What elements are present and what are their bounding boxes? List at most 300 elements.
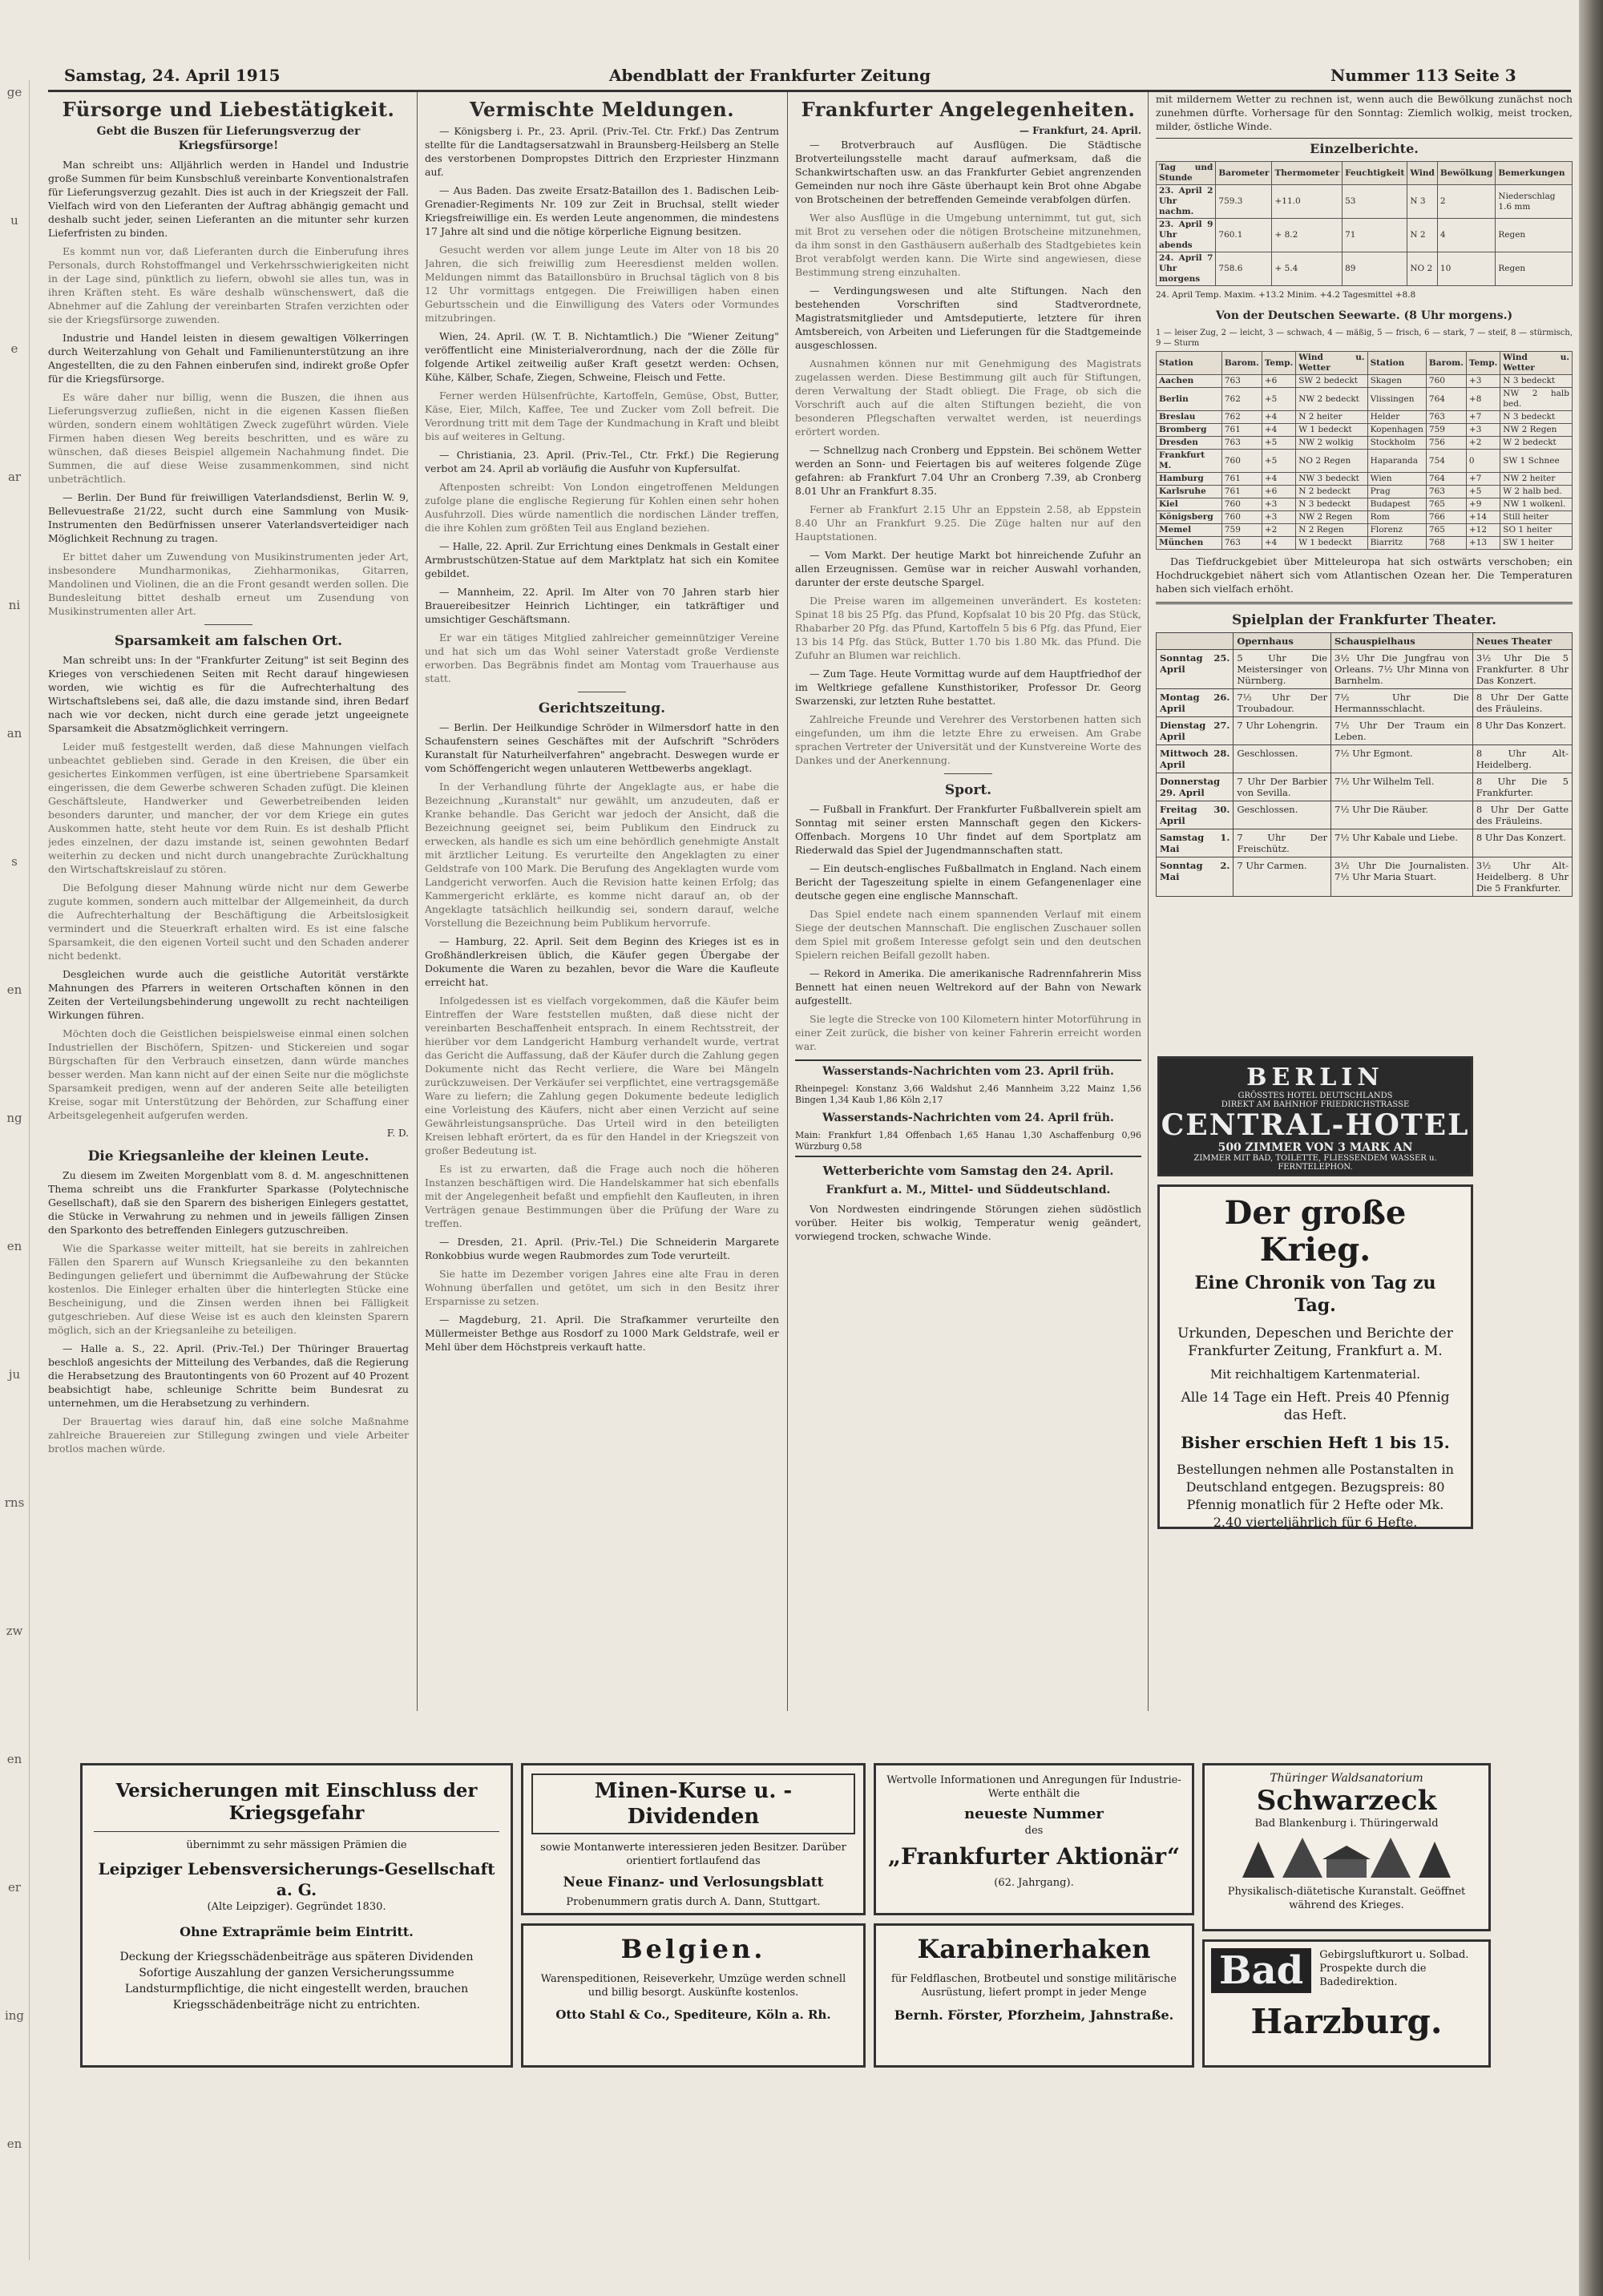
article-paragraph: — Schnellzug nach Cronberg und Eppstein. Bei schönem Wetter werden an Sonn- und Feiertagen bis auf weiteres folgende Züge gefahren: ab Frankfurt 7.04 Uhr an Cronberg 7.39, ab Cronberg 8.01 Uhr an Frankfurt 8.35. [795, 444, 1141, 497]
ad-insurance-note: Deckung der Kriegsschädenbeiträge aus späteren Dividenden [119, 1951, 474, 1963]
water-level-title-1: Wasserstands-Nachrichten vom 23. April früh. [822, 1065, 1114, 1078]
article-paragraph: — Rekord in Amerika. Die amerikanische Radrennfahrerin Miss Bennett hat einen neuen Weltrekord auf der Bahn von Newark aufgestellt. [795, 967, 1141, 1007]
article-paragraph: — Ein deutsch-englisches Fußballmatch in England. Nach einem Bericht der Tageszeitung spielte in einem Gefangenenlager eine deutsche gegen eine englische Mannschaft. [795, 862, 1141, 902]
headline-spielplan: Spielplan der Frankfurter Theater. [1232, 612, 1496, 628]
article-paragraph-filler: Gesucht werden vor allem junge Leute im Alter von 18 bis 20 Jahren, die sich freiwillig zum Heeresdienst melden wollen. Meldungen nimmt das Bataillonsbüro in Bruchsal täglich von 8 bis 12 Uhr vormittags entgegen. Die Freiwilligen haben einen Geburtsschein und die Einwilligung des Vaters oder Vormundes mitzubringen. [425, 244, 779, 324]
table-header-cell: Opernhaus [1234, 633, 1331, 650]
article-paragraph: — Aus Baden. Das zweite Ersatz-Bataillon des 1. Badischen Leib-Grenadier-Regiments Nr. 109 zur Zeit in Bruchsal, stellt wieder Kriegsfreiwillige ein. Es werden Leute angenommen, die mindestens 17 Jahre alt sind und die nötige körperliche Eignung besitzen. [425, 184, 779, 237]
table-cell: +5 [1262, 450, 1295, 473]
table-row [1157, 252, 1573, 286]
ad-schwarzeck-text: Physikalisch-diätetische Kuranstalt. Geöffnet während des Krieges. [1227, 1886, 1466, 1911]
table-cell: N 2 [1407, 219, 1438, 252]
article-paragraph: — Brotverbrauch auf Ausflügen. Die Städtische Brotverteilungsstelle macht darauf aufmerksam, daß die Schankwirtschaften usw. an das Frankfurter Gebiet angrenzenden Gemeinden nur noch ihre Gäste überhaupt kein Brot ohne Abgabe von Brotscheinen der betreffenden Gemeinde verabfolgen dürfen. [795, 139, 1141, 205]
table-cell: Sonntag 25. April [1157, 650, 1234, 689]
article-paragraph: Wien, 24. April. (W. T. B. Nichtamtlich.) Die "Wiener Zeitung" veröffentlicht eine Ministerialverordnung, nach der die Zölle für folgende Artikel zeitweilig außer Kraft gesetzt werden: Ochsen, Kühe, Kälber, Schafe, Ziegen, Schweine, Fleisch und Fette. [425, 330, 779, 383]
table-cell: 3½ Uhr Die 5 Frankfurter. 8 Uhr Das Konzert. [1472, 650, 1572, 689]
table-cell: 5 Uhr Die Meistersinger von Nürnberg. [1234, 650, 1331, 689]
table-cell: 53 [1343, 185, 1407, 219]
table-cell: 7½ Uhr Egmont. [1331, 745, 1473, 773]
table-cell: +2 [1466, 437, 1500, 450]
article-paragraph: — Hamburg, 22. April. Seit dem Beginn des Krieges ist es in Großhändlerkreisen üblich, die Käufer gegen Übergabe der Dokumente die Waren zu bezahlen, bevor die Ware die Kaufleute erreicht hat. [425, 935, 779, 988]
table-cell: +2 [1262, 524, 1295, 537]
table-cell: +11.0 [1272, 185, 1343, 219]
table-row [1157, 473, 1573, 486]
table-cell: +3 [1262, 511, 1295, 524]
table-cell: NW 1 wolkenl. [1500, 498, 1573, 511]
table-cell: 765 [1426, 524, 1466, 537]
table-cell: NW 2 Regen [1500, 424, 1573, 437]
table-cell: Berlin [1157, 388, 1222, 411]
table-cell: Regen [1496, 219, 1573, 252]
table-cell: NO 2 [1407, 252, 1438, 286]
theater-row [1157, 650, 1573, 689]
ad-belgien-text: Warenspeditionen, Reiseverkehr, Umzüge werden schnell und billig besorgt. Auskünfte kostenlos. [540, 1973, 846, 1999]
table-cell: +6 [1262, 375, 1295, 388]
heading-seewarte: Von der Deutschen Seewarte. (8 Uhr morgens.) [1215, 309, 1513, 322]
table-cell: + 8.2 [1272, 219, 1343, 252]
ad-insurance [80, 1763, 513, 2068]
table-cell: Florenz [1367, 524, 1426, 537]
theater-row [1157, 745, 1573, 773]
table-cell: 762 [1221, 411, 1262, 424]
theater-row [1157, 689, 1573, 717]
table-cell: +13 [1466, 537, 1500, 550]
ad-aktionaer-of: des [1024, 1825, 1044, 1837]
table-cell: 7½ Uhr Die Räuber. [1331, 801, 1473, 829]
table-cell: 766 [1426, 511, 1466, 524]
table-cell: 768 [1426, 537, 1466, 550]
table-row [1157, 219, 1573, 252]
table-header-cell: Barom. [1426, 352, 1466, 375]
ad-insurance-sub: übernimmt zu sehr mässigen Prämien die [186, 1839, 407, 1851]
column-3 [795, 92, 1141, 1715]
ad-insurance-note: Ohne Extraprämie beim Eintritt. [180, 1924, 414, 1939]
ad-der-grosse-krieg [1157, 1184, 1473, 1529]
local-weather-note: 24. April Temp. Maxim. +13.2 Minim. +4.2 Tagesmittel +8.8 [1156, 290, 1416, 300]
author-signature: F. D. [386, 1128, 409, 1139]
table-cell: 764 [1426, 388, 1466, 411]
masthead [48, 63, 1571, 92]
article-paragraph-filler: Ferner werden Hülsenfrüchte, Kartoffeln, Gemüse, Obst, Butter, Käse, Eier, Milch, Kaffee, Tee und Zucker vom Zoll befreit. Die Verordnung tritt mit dem Tage der Kundmachung in Kraft und bleibt bis auf weiteres in Geltung. [425, 389, 779, 442]
ad-schwarzeck-name: Schwarzeck [1256, 1785, 1437, 1817]
table-cell: Geschlossen. [1234, 801, 1331, 829]
table-row [1157, 437, 1573, 450]
ad-minen-paper: Neue Finanz- und Verlosungsblatt [563, 1874, 824, 1890]
table-cell: NW 3 bedeckt [1296, 473, 1367, 486]
gutter-fragment: ju [8, 1367, 21, 1382]
article-paragraph: Zu diesem im Zweiten Morgenblatt vom 8. d. M. angeschnittenen Thema schreibt uns die Frankfurter Sparkasse (Polytechnische Gesellschaft), daß sie den Sparern des bisherigen Einlegers gestattet, die Stücke in Verwahrung zu nehmen und in jeweils fälligen Zinsen den Sparkonto des betreffenden Einlegers gutzuschreiben. [48, 1169, 409, 1236]
table-cell: +7 [1466, 473, 1500, 486]
article-paragraph-filler: Das Spiel endete nach einem spannenden Verlauf mit einem Siege der deutschen Mannschaft. Die englischen Zuschauer sollen dem Spiel mit großem Interesse gefolgt sein und den deutschen Spielern reichen Beifall gezollt haben. [795, 908, 1141, 961]
gutter-fragment: rns [4, 1495, 25, 1510]
table-cell: 8 Uhr Alt-Heidelberg. [1472, 745, 1572, 773]
gutter-fragment: en [6, 2137, 22, 2151]
article-paragraph: Industrie und Handel leisten in diesem gewaltigen Völkerringen durch Weiterzahlung von Gehalt und Familienunterstützung an ihre Angestellten, die zu den Fahnen einberufen sind, indirekt große Opfer für die Kriegsfürsorge. [48, 332, 409, 385]
article-paragraph: Man schreibt uns: Alljährlich werden in Handel und Industrie große Summen für beim Kunsbschluß vereinbarte Konventionalstrafen für Lieferungsverzug gezahlt. Dies ist auch in der Kriegszeit der Fall. Vielfach wird von den Lieferanten der Auftrag abhängig gemacht und deshalb sucht jeder, seinen Lieferanten an die mitunter sehr kurzen Lieferfristen zu binden. [48, 159, 409, 239]
ad-schwarzeck [1202, 1763, 1491, 1931]
table-row [1157, 375, 1573, 388]
ad-insurance-company: Leipziger Lebensversicherungs-Gesellschaft a. G. [98, 1859, 495, 1899]
ad-karabinerhaken [874, 1923, 1194, 2068]
table-cell: Wien [1367, 473, 1426, 486]
table-cell: Kiel [1157, 498, 1222, 511]
article-paragraph-filler: Leider muß festgestellt werden, daß diese Mahnungen vielfach unbeachtet geblieben sind. Gerade in den Kreisen, die über ein gesichertes Einkommen verfügen, ist eine übertriebene Sparsamkeit eingerissen, die dem Gewerbe schweren Schaden zufügt. Die kleinen Geschäftsleute, Handwerker und Gewerbetreibenden leiden besonders darunter, und mancher, der vor dem Kriege ein gutes Auskommen hatte, steht heute vor dem Ruin. Es ist deshalb Pflicht jedes einzelnen, der dazu imstande ist, seinen gewohnten Bedarf weiterhin zu decken und nicht durch unangebrachte Zurückhaltung den Wirtschaftskreislauf zu stören. [48, 740, 409, 875]
table-cell: N 3 bedeckt [1296, 498, 1367, 511]
gutter-fragment: e [10, 341, 18, 356]
table-cell: 760 [1221, 450, 1262, 473]
ad-central-hotel [1157, 1056, 1473, 1176]
table-cell: 3½ Uhr Alt-Heidelberg. 8 Uhr Die 5 Frankfurter. [1472, 857, 1572, 897]
table-header-cell: Station [1367, 352, 1426, 375]
gutter-fragment: ge [6, 85, 22, 99]
dateline: — Frankfurt, 24. April. [1019, 125, 1141, 136]
table-cell: 759 [1221, 524, 1262, 537]
headline-frankfurter-angelegenheiten: Frankfurter Angelegenheiten. [801, 98, 1136, 121]
table-cell: +4 [1262, 537, 1295, 550]
ad-insurance-founded: (Alte Leipziger). Gegründet 1830. [207, 1901, 386, 1913]
article-paragraph: — Vom Markt. Der heutige Markt bot hinreichende Zufuhr an allen Erzeugnissen. Gemüse war in reicher Auswahl vorhanden, darunter der erste deutsche Spargel. [795, 549, 1141, 588]
ad-hotel-baths: ZIMMER MIT BAD, TOILETTE, FLIESSENDEM WASSER u. FERNTELEPHON. [1193, 1154, 1437, 1172]
table-cell: 761 [1221, 424, 1262, 437]
ad-hotel-line: GRÖSSTES HOTEL DEUTSCHLANDS [1238, 1092, 1393, 1100]
ad-aktionaer-title: „Frankfurter Aktionär“ [887, 1843, 1181, 1870]
table-cell: 10 [1437, 252, 1495, 286]
article-paragraph-filler: Wie die Sparkasse weiter mitteilt, hat sie bereits in zahlreichen Fällen den Sparern auf Wunsch Kriegsanleihe zu den bekannten Bedingungen geliefert und übernimmt die Aufbewahrung der Stücke kostenlos. Die Einleger erhalten über die hinterlegten Stücke eine Bescheinigung, und die Zinsen werden ihnen bei Fälligkeit gutgeschrieben. Auf diese Weise ist es auch den kleinsten Sparern möglich, sich an der Kriegsanleihe zu beteiligen. [48, 1242, 409, 1336]
weather-continuation: mit mildernem Wetter zu rechnen ist, wenn auch die Bewölkung zunächst noch zunehmen dürfte. Vorhersage für den Sonntag: Ziemlich wolkig, meist trocken, milder, östliche Winde. [1156, 93, 1573, 132]
masthead-date: Samstag, 24. April 1915 [64, 66, 281, 85]
table-row [1157, 537, 1573, 550]
table-cell: 758.6 [1216, 252, 1272, 286]
table-cell: 763 [1426, 411, 1466, 424]
gutter-fragment: an [6, 726, 22, 740]
ad-harzburg-name: Bad [1211, 1948, 1311, 1993]
gutter-fragment: s [11, 854, 18, 869]
article-paragraph-filler: Sie hatte im Dezember vorigen Jahres eine alte Frau in deren Wohnung überfallen und getötet, um sich in den Besitz ihrer Ersparnisse zu setzen. [425, 1268, 779, 1307]
table-cell: Aachen [1157, 375, 1222, 388]
table-cell: 760.1 [1216, 219, 1272, 252]
headline-fuersorge: Fürsorge und Liebestätigkeit. [62, 98, 395, 121]
table-cell: Karlsruhe [1157, 486, 1222, 498]
water-level-line: Rheinpegel: Konstanz 3,66 Waldshut 2,46 Mannheim 3,22 Mainz 1,56 Bingen 1,34 Kaub 1,86 Köln 2,17 [795, 1083, 1141, 1105]
gutter-fragment: en [6, 1752, 22, 1766]
table-cell: +6 [1262, 486, 1295, 498]
gutter-fragment: ing [4, 2008, 25, 2023]
article-paragraph: — Verdingungswesen und alte Stiftungen. Nach den bestehenden Vorschriften sind Stadtverordnete, Magistratsmitglieder und Amtsdeputierte, letztere für ihren Amtsbereich, von Arbeiten und Lieferungen für die Stadtgemeinde ausgeschlossen. [795, 284, 1141, 351]
table-cell: München [1157, 537, 1222, 550]
table-cell: N 2 Regen [1296, 524, 1367, 537]
table-cell: NW 2 halb bed. [1500, 388, 1573, 411]
table-row [1157, 486, 1573, 498]
headline-kriegsanleihe: Die Kriegsanleihe der kleinen Leute. [87, 1148, 369, 1164]
table-cell: 7½ Uhr Der Troubadour. [1234, 689, 1331, 717]
ad-bad-harzburg [1202, 1939, 1491, 2068]
table-cell: 7½ Uhr Wilhelm Tell. [1331, 773, 1473, 801]
table-cell: Vlissingen [1367, 388, 1426, 411]
article-paragraph-filler: Möchten doch die Geistlichen beispielsweise einmal einen solchen Industriellen der Bischöfern, Spitzen- und Stickereien und sogar Bürgschaften für den Verbrauch einsetzen, dann würde manches besser werden. Man kann nicht auf der einen Seite nur die möglichste Sparsamkeit predigen, wenn auf der anderen Seite alle beteiligten Kreise, sogar mit Unterstützung der Behörden, zur Schaffung einer Arbeitsgelegenheit aufgerufen werden. [48, 1027, 409, 1121]
headline-gerichtszeitung: Gerichtszeitung. [538, 700, 666, 716]
table-cell: NO 2 Regen [1296, 450, 1367, 473]
table-cell: Rom [1367, 511, 1426, 524]
water-level-box [795, 1059, 1141, 1157]
table-cell: SW 2 bedeckt [1296, 375, 1367, 388]
table-cell: W 2 halb bed. [1500, 486, 1573, 498]
theater-row [1157, 829, 1573, 857]
table-cell: 7 Uhr Carmen. [1234, 857, 1331, 897]
seewarte-legend: 1 — leiser Zug, 2 — leicht, 3 — schwach, 4 — mäßig, 5 — frisch, 6 — stark, 7 — steif, 8 — stürmisch, 9 — Sturm [1156, 329, 1573, 348]
ad-karabiner-title: Karabinerhaken [917, 1934, 1151, 1964]
table-cell: 762 [1221, 388, 1262, 411]
ad-minen-kurse [521, 1763, 866, 1915]
table-cell: 8 Uhr Das Konzert. [1472, 717, 1572, 745]
table-cell: Freitag 30. April [1157, 801, 1234, 829]
article-paragraph: — Mannheim, 22. April. Im Alter von 70 Jahren starb hier Brauereibesitzer Heinrich Lichtinger, ein tatkräftiger und umsichtiger Geschäftsmann. [425, 586, 779, 625]
article-paragraph: — Fußball in Frankfurt. Der Frankfurter Fußballverein spielt am Sonntag mit seiner ersten Mannschaft gegen den Kickers-Offenbach. Morgens 10 Uhr findet auf dem Sportplatz am Riederwald das Spiel der Jugendmannschaften statt. [795, 803, 1141, 856]
ad-krieg-line: Alle 14 Tage ein Heft. Preis 40 Pfennig das Heft. [1181, 1390, 1450, 1423]
headline-sport: Sport. [944, 782, 992, 798]
table-cell: NW 2 bedeckt [1296, 388, 1367, 411]
table-cell: 8 Uhr Der Gatte des Fräuleins. [1472, 689, 1572, 717]
table-cell: NW 2 heiter [1500, 473, 1573, 486]
table-cell: Biarritz [1367, 537, 1426, 550]
table-header-cell: Temp. [1262, 352, 1295, 375]
table-cell: Montag 26. April [1157, 689, 1234, 717]
table-cell: Budapest [1367, 498, 1426, 511]
table-cell: Breslau [1157, 411, 1222, 424]
ad-belgien [521, 1923, 866, 2068]
table-cell: Haparanda [1367, 450, 1426, 473]
ad-krieg-title: Der große Krieg. [1224, 1194, 1407, 1269]
theater-row [1157, 773, 1573, 801]
table-cell: +7 [1466, 411, 1500, 424]
table-header-cell [1157, 633, 1234, 650]
table-header-cell: Wind u. Wetter [1296, 352, 1367, 375]
article-paragraph: — Berlin. Der Heilkundige Schröder in Wilmersdorf hatte in den Schaufenstern seines Geschäftes mit der Aufschrift "Schröders Kuranstalt für Naturheilverfahren" angebracht. Deswegen wurde er vom Schöffengericht wegen unlauteren Wettbewerbs angeklagt. [425, 721, 779, 774]
ad-krieg-subtitle: Eine Chronik von Tag zu Tag. [1194, 1273, 1436, 1316]
ad-hotel-city: BERLIN [1246, 1063, 1384, 1092]
table-cell: 8 Uhr Der Gatte des Fräuleins. [1472, 801, 1572, 829]
table-row [1157, 524, 1573, 537]
article-paragraph: — Halle, 22. April. Zur Errichtung eines Denkmals in Gestalt einer Armbrustschützen-Statue auf dem Marktplatz hat sich ein Komitee gebildet. [425, 540, 779, 579]
ad-krieg-line: Urkunden, Depeschen und Berichte der Frankfurter Zeitung, Frankfurt a. M. [1177, 1326, 1453, 1359]
ad-minen-title: Minen-Kurse u. -Dividenden [531, 1773, 855, 1834]
table-cell: Skagen [1367, 375, 1426, 388]
table-cell: Prag [1367, 486, 1426, 498]
table-cell: 760 [1221, 498, 1262, 511]
table-cell: 761 [1221, 486, 1262, 498]
article-paragraph-filler: Es kommt nun vor, daß Lieferanten durch die Einberufung ihres Personals, durch Rohstoffmangel und Verkehrsschwierigkeiten nicht in der Lage sind, pünktlich zu liefern, obwohl sie alles tun, was in ihren Kräften steht. Es wäre deshalb wünschenswert, daß die Abnehmer auf die Zahlung der vereinbarten Strafen verzichten oder sie der Kriegsfürsorge zuwenden. [48, 245, 409, 325]
table-cell: Niederschlag 1.6 mm [1496, 185, 1573, 219]
table-cell: 7 Uhr Der Freischütz. [1234, 829, 1331, 857]
article-paragraph-filler: Er bittet daher um Zuwendung von Musikinstrumenten jeder Art, insbesondere Mundharmonikas, Ziehharmonikas, Gitarren, Mandolinen und Violinen, die an die Front gesandt werden sollen. Die Bundesleitung bittet deshalb erneut um Zusendung von Musikinstrumenten aller Art. [48, 551, 409, 617]
article-paragraph: — Berlin. Der Bund für freiwilligen Vaterlandsdienst, Berlin W. 9, Bellevuestraße 21/22, sucht durch eine Sammlung von Musik-Instrumenten den Bedürfnissen unserer Vaterlandsverteidiger nach Möglichkeit Rechnung zu tragen. [48, 491, 409, 544]
table-cell: Sonntag 2. Mai [1157, 857, 1234, 897]
table-cell: W 1 bedeckt [1296, 537, 1367, 550]
article-paragraph: Man schreibt uns: In der "Frankfurter Zeitung" ist seit Beginn des Krieges von verschiedenen Seiten mit Recht darauf hingewiesen worden, wie wichtig es für die Aufrechterhaltung des Wirtschaftslebens sei, daß alle, die dazu imstande sind, ihren Bedarf nach wie vor decken, nicht durch eine gerade jetzt ungeeignete Sparsamkeit die Absatzmöglichkeit verringern. [48, 654, 409, 734]
ad-schwarzeck-place: Bad Blankenburg i. Thüringerwald [1254, 1818, 1439, 1830]
article-paragraph-filler: Es ist zu erwarten, daß die Frage auch noch die höheren Instanzen beschäftigen wird. Die Handelskammer hat sich ebenfalls mit der Angelegenheit befaßt und empfiehlt den Kaufleuten, in ihren Verträgen genaue Bestimmungen über die Prüfung der Ware zu treffen. [425, 1163, 779, 1229]
table-header-cell: Feuchtigkeit [1343, 162, 1407, 185]
table-cell: +3 [1262, 498, 1295, 511]
gutter-fragment: ni [8, 598, 21, 612]
ad-aktionaer-year: (62. Jahrgang). [994, 1877, 1074, 1889]
theater-row [1157, 801, 1573, 829]
table-cell: 24. April 7 Uhr morgens [1157, 252, 1216, 286]
table-cell: W 1 bedeckt [1296, 424, 1367, 437]
ad-karabiner-firm: Bernh. Förster, Pforzheim, Jahnstraße. [894, 2007, 1174, 2023]
ad-harzburg-name2: Harzburg. [1250, 2002, 1443, 2041]
table-cell: +4 [1262, 424, 1295, 437]
table-cell: +4 [1262, 411, 1295, 424]
table-cell: 89 [1343, 252, 1407, 286]
table-cell: 7 Uhr Lohengrin. [1234, 717, 1331, 745]
ad-karabiner-text: für Feldflaschen, Brotbeutel und sonstige militärische Ausrüstung, liefert prompt in jeder Menge [891, 1973, 1177, 1999]
table-cell: N 2 bedeckt [1296, 486, 1367, 498]
column-2 [425, 92, 779, 1715]
gutter-fragment: ng [6, 1111, 22, 1125]
table-cell: 760 [1221, 511, 1262, 524]
article-paragraph-filler: Er war ein tätiges Mitglied zahlreicher gemeinnütziger Vereine und hat sich um das Wohl seiner Vaterstadt große Verdienste erworben. Das Begräbnis findet am Montag vom Trauerhause aus statt. [425, 632, 779, 684]
table-header-cell: Wind [1407, 162, 1438, 185]
ad-belgien-title: Belgien. [620, 1934, 766, 1964]
table-row [1157, 388, 1573, 411]
column-1 [48, 92, 409, 1715]
gutter-fragment: er [7, 1880, 22, 1895]
table-cell: Bromberg [1157, 424, 1222, 437]
forecast-title: Wetterberichte vom Samstag den 24. April. [822, 1164, 1114, 1178]
table-cell: 71 [1343, 219, 1407, 252]
local-weather-table [1156, 161, 1573, 286]
table-cell: 759.3 [1216, 185, 1272, 219]
forecast-subtitle: Frankfurt a. M., Mittel- und Süddeutschland. [826, 1184, 1111, 1196]
article-paragraph-filler: In der Verhandlung führte der Angeklagte aus, er habe die Bezeichnung „Kuranstalt" nur gewählt, um anzudeuten, daß er Kranke behandle. Das Gericht war jedoch der Ansicht, daß die Bezeichnung geeignet sei, beim Publikum den Eindruck zu erwecken, als handle es sich um eine behördlich genehmigte Anstalt mit ärztlicher Leitung. Es verurteilte den Angeklagten zu einer Geldstrafe von 100 Mark. Die Berufung des Angeklagten wurde vom Landgericht verworfen. Auch die Revision hatte keinen Erfolg; das Kammergericht erklärte, es komme nicht darauf an, ob der Angeklagte tatsächlich heilkundig sei, sondern darauf, welche Vorstellung die Bezeichnung beim Publikum hervorrufe. [425, 781, 779, 929]
table-cell: N 2 heiter [1296, 411, 1367, 424]
table-cell: Hamburg [1157, 473, 1222, 486]
table-cell: Kopenhagen [1367, 424, 1426, 437]
table-header-cell: Thermometer [1272, 162, 1343, 185]
table-cell: SO 1 heiter [1500, 524, 1573, 537]
table-row [1157, 498, 1573, 511]
separator [204, 624, 252, 625]
article-paragraph: — Dresden, 21. April. (Priv.-Tel.) Die Schneiderin Margarete Ronkobbius wurde wegen Raubmordes zum Tode verurteilt. [425, 1236, 779, 1261]
table-cell: 8 Uhr Die 5 Frankfurter. [1472, 773, 1572, 801]
table-cell: Still heiter [1500, 511, 1573, 524]
article-paragraph-filler: Zahlreiche Freunde und Verehrer des Verstorbenen hatten sich eingefunden, um ihm die letzte Ehre zu erweisen. Am Grabe sprachen Vertreter der Universität und der Kunstvereine Worte des Dankes und der Anerkennung. [795, 713, 1141, 766]
table-cell: 23. April 2 Uhr nachm. [1157, 185, 1216, 219]
gutter-fragment: zw [6, 1624, 23, 1638]
table-cell: N 3 bedeckt [1500, 411, 1573, 424]
theater-row [1157, 857, 1573, 897]
table-cell: NW 2 Regen [1296, 511, 1367, 524]
table-cell: 7½ Uhr Kabale und Liebe. [1331, 829, 1473, 857]
table-cell: +12 [1466, 524, 1500, 537]
ad-krieg-line: Bestellungen nehmen alle Postanstalten in Deutschland entgegen. Bezugspreis: 80 Pfennig monatlich für 2 Hefte oder Mk. 2.40 vierteljährlich für 6 Hefte. [1177, 1462, 1454, 1530]
article-paragraph-filler: Wer also Ausflüge in die Umgebung unternimmt, tut gut, sich mit Brot zu versehen oder die nötigen Brotscheine mitzunehmen, da ihm sonst in den Gasthäusern außerhalb des Stadtgebietes kein Brot verabfolgt werden kann. Die Wirte sind angewiesen, diese Bestimmung streng einzuhalten. [795, 212, 1141, 278]
separator [944, 773, 992, 774]
ad-insurance-note: Sofortige Auszahlung der ganzen Versicherungssumme [139, 1967, 454, 1979]
table-cell: Regen [1496, 252, 1573, 286]
table-header-cell: Bemerkungen [1496, 162, 1573, 185]
article-paragraph-filler: Der Brauertag wies darauf hin, daß eine solche Maßnahme zahlreiche Brauereien zur Stillegung zwingen und viele Arbeiter brotlos machen würde. [48, 1415, 409, 1455]
column-rule [1148, 92, 1149, 1711]
ad-frankfurter-aktionaer [874, 1763, 1194, 1915]
table-cell: 765 [1426, 498, 1466, 511]
table-cell: 763 [1221, 375, 1262, 388]
table-row [1157, 185, 1573, 219]
theater-schedule-table [1156, 632, 1573, 897]
article-paragraph-filler: Es wäre daher nur billig, wenn die Buszen, die ihnen aus Lieferungsverzug zufließen, nicht in die eigenen Kassen fließen würden, sondern einem wohltätigen Zweck zugeführt würden. Viele Firmen haben diesen Weg bereits beschritten, und es wäre zu wünschen, daß dieses Beispiel allgemein Nachahmung findet. Die Summen, die auf diese Weise zusammenkommen, sind nicht unbeträchtlich. [48, 391, 409, 485]
article-paragraph: — Königsberg i. Pr., 23. April. (Priv.-Tel. Ctr. Frkf.) Das Zentrum stellte für die Landtagsersatzwahl in Braunsberg-Heilsberg an Stelle des verstorbenen Dompropstes Dittrich den Erzpriester Hinzmann auf. [425, 125, 779, 178]
table-cell: 7½ Uhr Der Traum ein Leben. [1331, 717, 1473, 745]
left-margin-fragments [0, 80, 30, 2260]
table-cell: + 5.4 [1272, 252, 1343, 286]
table-header-cell: Wind u. Wetter [1500, 352, 1573, 375]
table-cell: 4 [1437, 219, 1495, 252]
theater-row [1157, 717, 1573, 745]
table-row [1157, 424, 1573, 437]
article-paragraph-filler: Aftenposten schreibt: Von London eingetroffenen Meldungen zufolge plane die englische Regierung für Kohlen einen sehr hohen Ausfuhrzoll. Dies würde namentlich die nordischen Länder treffen, die ihre Kohlen zum größten Teil aus England beziehen. [425, 481, 779, 534]
table-cell: +5 [1262, 388, 1295, 411]
table-row [1157, 450, 1573, 473]
table-cell: Königsberg [1157, 511, 1222, 524]
gutter-fragment: ar [7, 470, 22, 484]
masthead-paper-name: Abendblatt der Frankfurter Zeitung [609, 66, 931, 85]
table-cell: SW 1 heiter [1500, 537, 1573, 550]
table-header-cell: Neues Theater [1472, 633, 1572, 650]
table-cell: W 2 bedeckt [1500, 437, 1573, 450]
table-cell: 2 [1437, 185, 1495, 219]
table-cell: +8 [1466, 388, 1500, 411]
table-cell: Donnerstag 29. April [1157, 773, 1234, 801]
table-cell: 760 [1426, 375, 1466, 388]
gutter-fragment: u [10, 213, 18, 228]
table-cell: Frankfurt M. [1157, 450, 1222, 473]
headline-vermischte: Vermischte Meldungen. [469, 98, 735, 121]
table-cell: 763 [1426, 486, 1466, 498]
book-binding-edge [1579, 0, 1603, 2296]
table-cell: Geschlossen. [1234, 745, 1331, 773]
weather-overview: Das Tiefdruckgebiet über Mitteleuropa hat sich ostwärts verschoben; ein Hochdruckgebiet nähert sich vom Atlantischen Ozean her. Die Temperaturen haben sich vielfach erhöht. [1156, 555, 1573, 595]
masthead-page-number: Nummer 113 Seite 3 [1330, 66, 1516, 85]
table-cell: 7½ Uhr Die Hermannsschlacht. [1331, 689, 1473, 717]
article-paragraph-filler: Ausnahmen können nur mit Genehmigung des Magistrats zugelassen werden. Diese Bestimmung gilt auch für Stiftungen, deren Verwaltung der Stadt obliegt. Die Frage, ob sich die Vorschrift auch auf die alten Stiftungen bezieht, die von besonderen Pflegschaften verwaltet werden, ist neuerdings erörtert worden. [795, 357, 1141, 438]
headline-sparsamkeit: Sparsamkeit am falschen Ort. [114, 633, 343, 649]
table-cell: +9 [1466, 498, 1500, 511]
article-paragraph-filler: Ferner ab Frankfurt 2.15 Uhr an Eppstein 2.58, ab Eppstein 8.40 Uhr an Frankfurt 9.25. Die Züge halten nur auf den Hauptstationen. [795, 503, 1141, 543]
ad-krieg-line: Bisher erschien Heft 1 bis 15. [1181, 1433, 1450, 1452]
ad-hotel-rooms: 500 ZIMMER VON 3 MARK AN [1217, 1141, 1413, 1154]
table-cell: N 3 [1407, 185, 1438, 219]
table-header-cell: Barometer [1216, 162, 1272, 185]
table-cell: Memel [1157, 524, 1222, 537]
ad-krieg-line: Mit reichhaltigem Kartenmaterial. [1210, 1367, 1420, 1382]
table-cell: 0 [1466, 450, 1500, 473]
ad-insurance-note: Landsturmpflichtige, die nicht eingestellt werden, brauchen Kriegsschädenbeiträge nicht zu entrichten. [124, 1983, 469, 2012]
ad-insurance-title: Versicherungen mit Einschluss der Kriegsgefahr [94, 1780, 499, 1832]
article-paragraph-filler: Die Preise waren im allgemeinen unverändert. Es kosteten: Spinat 18 bis 25 Pfg. das Pfund, Kopfsalat 10 bis 20 Pfg. das Stück, Rhabarber 20 Pfg. das Pfund, Kartoffeln 5 bis 6 Pfg. das Pfund, Eier 13 bis 14 Pfg. das Stück, Butter 1.70 bis 1.80 Mk. das Pfund. Die Zufuhr an Blumen war reichlich. [795, 595, 1141, 661]
table-header-cell: Barom. [1221, 352, 1262, 375]
article-paragraph: — Magdeburg, 21. April. Die Strafkammer verurteilte den Müllermeister Bethge aus Rosdorf zu 1000 Mark Geldstrafe, weil er Mehl über dem Höchstpreis verkauft hatte. [425, 1313, 779, 1353]
article-paragraph-filler: Infolgedessen ist es vielfach vorgekommen, daß die Käufer beim Eintreffen der Ware feststellen mußten, daß diese nicht der vereinbarten Beschaffenheit entsprach. In einem Rechtsstreit, der hierüber vor dem Landgericht Hamburg verhandelt wurde, vertrat das Gericht die Auffassung, daß der Käufer durch die Zahlung gegen Dokumente nicht das Recht verliere, die Ware bei Mängeln zurückzuweisen. Der Verkäufer sei verpflichtet, eine vertragsgemäße Ware zu liefern; die Zahlung gegen Dokumente bedeute lediglich eine Vorleistung des Käufers, nicht aber einen Verzicht auf seine Gewährleistungsansprüche. Das Urteil wird in den beteiligten Kreisen lebhaft erörtert, da es für den Handel in der Kriegszeit von großer Bedeutung ist. [425, 995, 779, 1156]
ad-hotel-line: DIREKT AM BAHNHOF FRIEDRICHSTRASSE [1221, 1100, 1410, 1109]
table-header-cell: Tag und Stunde [1157, 162, 1216, 185]
table-cell: Helder [1367, 411, 1426, 424]
table-cell: N 3 bedeckt [1500, 375, 1573, 388]
table-cell: 3½ Uhr Die Journalisten. 7½ Uhr Maria Stuart. [1331, 857, 1473, 897]
gutter-fragment: en [6, 1239, 22, 1253]
article-paragraph: — Zum Tage. Heute Vormittag wurde auf dem Hauptfriedhof der im Weltkriege gefallene Kunsthistoriker, Professor Dr. Georg Swarzenski, zur letzten Ruhe bestattet. [795, 668, 1141, 707]
article-paragraph: — Halle a. S., 22. April. (Priv.-Tel.) Der Thüringer Brauertag beschloß angesichts der Mitteilung des Verbandes, daß die Regierung die Herabsetzung des Brautontingents von 60 Prozent auf 40 Prozent beabsichtigt habe, schleunige Schritte beim Bundesrat zu unternehmen, um die Herabsetzung zu verhindern. [48, 1342, 409, 1409]
table-cell: 764 [1426, 473, 1466, 486]
